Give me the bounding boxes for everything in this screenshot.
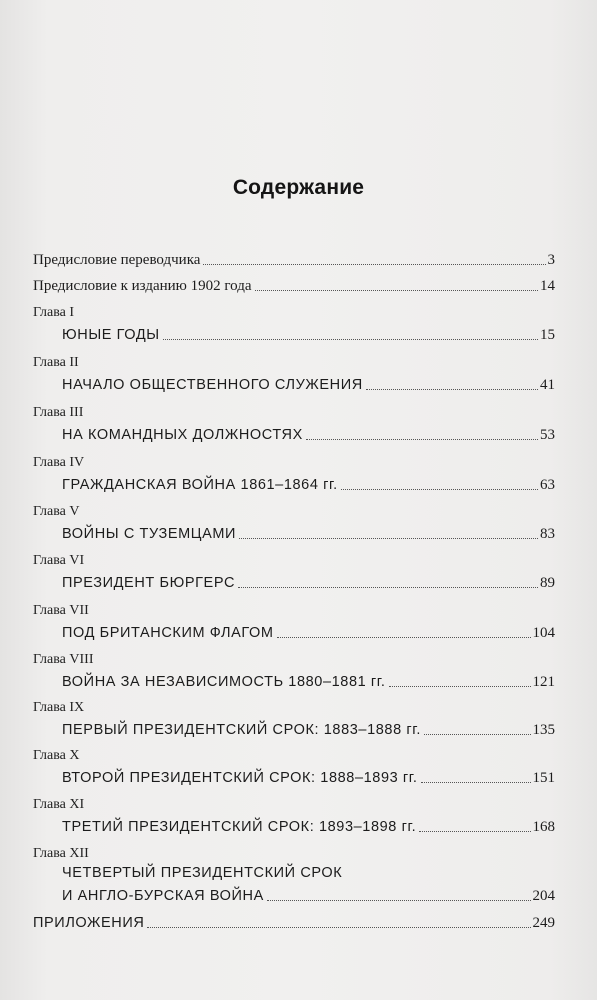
toc-entry-appendix [33,912,555,932]
dot-leader [163,339,538,340]
dot-leader [147,927,530,928]
toc-entry-chapter-10 [62,767,555,787]
entry-page: 168 [532,819,555,835]
entry-label: Предисловие к изданию 1902 года [33,278,252,294]
dot-leader [203,264,545,265]
dot-leader [239,538,538,539]
entry-title: ПОД БРИТАНСКИМ ФЛАГОМ [62,625,274,641]
toc-entry-translator-preface [33,249,555,269]
chapter-label: Глава X [33,748,80,763]
toc-title: Содержание [232,176,365,199]
entry-title: НАЧАЛО ОБЩЕСТВЕННОГО СЛУЖЕНИЯ [62,377,363,393]
entry-page: 63 [540,477,555,493]
toc-entry-chapter-7 [62,622,555,642]
toc-entry-chapter-2 [62,374,555,394]
entry-page: 135 [532,722,555,738]
chapter-label: Глава VIII [33,652,94,667]
entry-page: 89 [540,575,555,591]
entry-title: ПЕРВЫЙ ПРЕЗИДЕНТСКИЙ СРОК: 1883–1888 гг. [62,722,422,738]
chapter-label: Глава VII [33,603,89,618]
toc-entry-chapter-6 [62,572,555,592]
chapter-label: Глава IV [33,455,85,470]
toc-entry-chapter-1 [62,324,555,344]
entry-page: 204 [532,888,555,904]
dot-leader [238,587,538,588]
dot-leader [341,489,538,490]
entry-title: ПРИЛОЖЕНИЯ [33,915,145,931]
entry-title: ВОЙНА ЗА НЕЗАВИСИМОСТЬ 1880–1881 гг. [62,674,386,690]
toc-entry-chapter-8 [62,671,555,691]
chapter-label: Глава XII [33,846,89,861]
entry-title: ГРАЖДАНСКАЯ ВОЙНА 1861–1864 гг. [62,477,338,493]
entry-title: ТРЕТИЙ ПРЕЗИДЕНТСКИЙ СРОК: 1893–1898 гг. [62,819,417,835]
entry-page: 53 [540,427,555,443]
chapter-label: Глава II [33,355,79,370]
entry-page: 104 [532,625,555,641]
toc-entry-chapter-11 [62,816,555,836]
toc-entry-chapter-4 [62,474,555,494]
toc-entry-chapter-12 [62,885,555,905]
dot-leader [255,290,538,291]
entry-page: 121 [532,674,555,690]
dot-leader [277,637,531,638]
dot-leader [366,389,538,390]
toc-entry-chapter-3 [62,424,555,444]
entry-title: ВОЙНЫ С ТУЗЕМЦАМИ [62,526,237,542]
entry-page: 83 [540,526,555,542]
dot-leader [424,734,530,735]
chapter-label: Глава VI [33,553,85,568]
entry-page: 249 [532,915,555,931]
toc-entry-chapter-5 [62,523,555,543]
entry-title: НА КОМАНДНЫХ ДОЛЖНОСТЯХ [62,427,303,443]
dot-leader [421,782,531,783]
toc-entry-1902-preface [33,275,555,295]
entry-title: ЮНЫЕ ГОДЫ [62,327,160,343]
entry-page: 3 [547,252,555,268]
entry-page: 15 [540,327,555,343]
entry-title-line-2: И АНГЛО-БУРСКАЯ ВОЙНА [62,888,264,904]
chapter-label: Глава I [33,305,75,320]
chapter-label: Глава III [33,405,84,420]
chapter-label: Глава XI [33,797,85,812]
entry-title: ПРЕЗИДЕНТ БЮРГЕРС [62,575,236,591]
dot-leader [419,831,530,832]
dot-leader [389,686,531,687]
entry-title-line-1: ЧЕТВЕРТЫЙ ПРЕЗИДЕНТСКИЙ СРОК [62,865,343,881]
entry-page: 151 [532,770,555,786]
chapter-label: Глава V [33,504,80,519]
entry-label: Предисловие переводчика [33,252,201,268]
entry-page: 41 [540,377,555,393]
toc-entry-chapter-9 [62,719,555,739]
chapter-label: Глава IX [33,700,85,715]
entry-page: 14 [540,278,555,294]
dot-leader [267,900,531,901]
dot-leader [306,439,538,440]
entry-title: ВТОРОЙ ПРЕЗИДЕНТСКИЙ СРОК: 1888–1893 гг. [62,770,418,786]
